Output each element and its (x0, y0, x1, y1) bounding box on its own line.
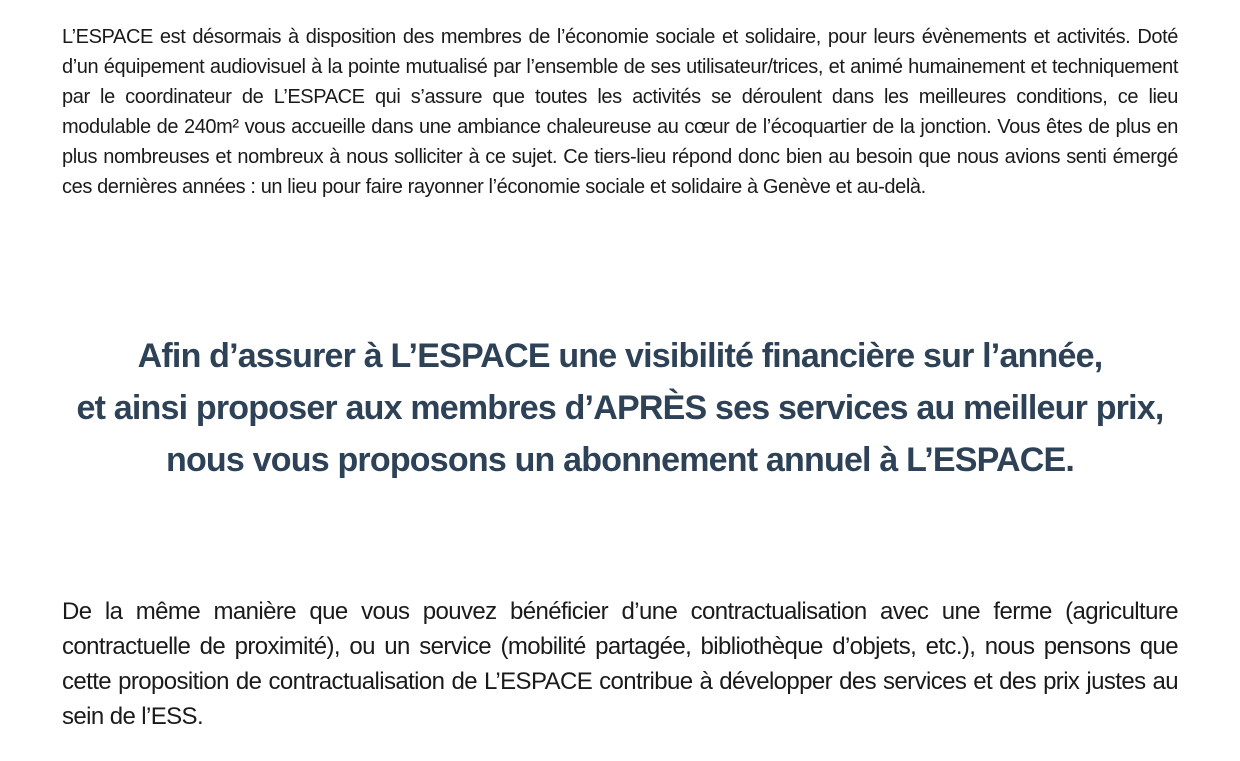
highlight-line-3: nous vous proposons un abonnement annuel à L’ESPACE. (166, 441, 1074, 479)
highlight-line-1: Afin d’assurer à L’ESPACE une visibilité financière sur l’année, (137, 337, 1103, 375)
highlight-statement (40, 330, 1200, 486)
highlight-line-2: et ainsi proposer aux membres d’APRÈS ses services au meilleur prix, (76, 389, 1164, 427)
intro-paragraph: L’ESPACE est désormais à disposition des membres de l’économie sociale et solidaire, pour leurs évènements et activités. Doté d’un équipement audiovisuel à la pointe mutualisé par l’ensemble de ses utilisateur/trices, et animé humainement et techniquement par le coordinateur de L’ESPACE qui s’assure que toutes les activités se déroulent dans les meilleures conditions, ce lieu modulable de 240m² vous accueille dans une ambiance chaleureuse au cœur de l’écoquartier de la jonction. Vous êtes de plus en plus nombreuses et nombreux à nous solliciter à ce sujet. Ce tiers-lieu répond donc bien au besoin que nous avions senti émergé ces dernières années : un lieu pour faire rayonner l’économie sociale et solidaire à Genève et au-delà. (62, 26, 1178, 198)
closing-paragraph: De la même manière que vous pouvez bénéficier d’une contractualisation avec une ferme (agriculture contractuelle de proximité), ou un service (mobilité partagée, bibliothèque d’objets, etc.), nous pensons que cette proposition de contractualisation de L’ESPACE contribue à développer des services et des prix justes au sein de l’ESS. (62, 598, 1178, 730)
